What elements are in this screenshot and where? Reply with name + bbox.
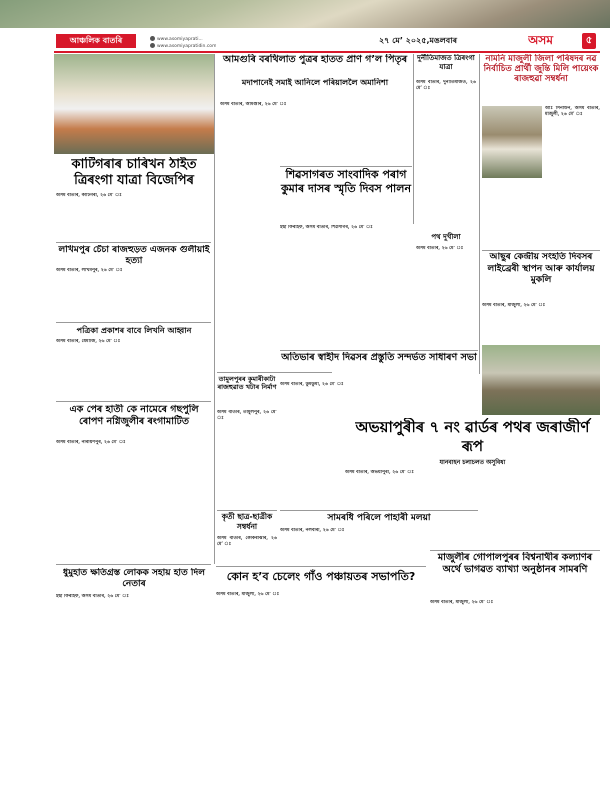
article-tamulpur-body xyxy=(217,410,277,510)
dateline-kriti: অসম বাতৰি, কোকৰাঝাৰ, ২৬ মে’ ঃ xyxy=(217,536,277,548)
page-number: ৫ xyxy=(582,33,596,49)
url-2: www.asomiyapratidin.com xyxy=(157,44,217,49)
headline-dhubri: ধুমুহাত ক্ষতিগ্ৰস্ত লোকক সহায় হাত দিল নেতাৰ xyxy=(63,568,205,589)
headline-pothdukhila: পথ দুখীলা xyxy=(431,233,461,241)
column-divider-2 xyxy=(413,54,414,224)
newspaper-logo: অসম xyxy=(528,33,553,47)
issue-date: ২৭ মে’ ২০২৫,মঙলবাৰ xyxy=(378,36,458,45)
headline-samardhi: সামৰধি পৰিলে পাহাৰী মলয়া xyxy=(327,513,431,523)
article-road-body xyxy=(345,470,600,548)
dateline-bjp: অসম বাতৰি, কাটিগৰা, ২৬ মে’ ঃ xyxy=(56,193,122,198)
website-urls xyxy=(150,36,216,50)
rule-11 xyxy=(216,566,426,567)
column-divider-3 xyxy=(479,54,480,374)
rule-7 xyxy=(280,166,412,167)
rule-2 xyxy=(56,322,211,323)
rule-1 xyxy=(56,242,211,243)
dateline-lakhimpur: অসম বাতৰি, লখিমপুৰ, ২৬ মে’ ঃ xyxy=(56,268,123,273)
rule-4 xyxy=(56,564,211,565)
article-library-body xyxy=(482,303,600,343)
globe-icon xyxy=(150,36,155,41)
article-majuli-gopal-body xyxy=(430,600,600,784)
dateline-ekpeth: অসম বাতৰি, নাৰায়ণপুৰ, ২৬ মে’ ঃ xyxy=(56,440,126,445)
dateline-journalist: ইছা ফিৰাইফ, অসম বাতৰি, শিৱসাগৰ, ২৬ মে’ ঃ xyxy=(280,225,373,230)
headline-bjp: কাটিগৰাৰ চাৰিখন ঠাইত ত্ৰিৰংগা যাত্ৰা বিজেপিৰ xyxy=(71,157,197,188)
article-patrika-body xyxy=(56,339,212,399)
dateline-tamulpur: অসম বাতৰি, তামুলপুৰ, ২৬ মে’ ঃ xyxy=(217,410,277,422)
dateline-pothdukhila: অসম বাতৰি, ২৬ মে’ ঃ xyxy=(416,246,464,251)
headline-lakhimpur: লখিমপুৰ চেঁচা ৰাজহুড়ত এজনক গুলীয়াই হত্যা xyxy=(58,245,210,266)
rule-3 xyxy=(56,401,211,402)
headline-library: আছুৰ কেন্দ্ৰীয় সংহতি দিবসৰ লাইব্ৰেৰী স্থাপন আৰু কাৰ্যালয় মুকলি xyxy=(487,252,595,285)
subhead-road: যানবাহন চলাচলত অসুবিধা xyxy=(439,459,506,466)
road-photo xyxy=(482,345,600,415)
headline-tiranga-side: দুৰ্নীতিমাজত ত্ৰিৰংগা যাত্ৰা xyxy=(417,54,475,71)
kicker-mother: আমগুৰি বৰথিলাত পুত্ৰৰ হাতত প্ৰাণ গ’ল পিতৃৰ xyxy=(222,54,408,65)
web-icon xyxy=(150,43,155,48)
article-panchayat-body xyxy=(216,592,426,784)
dateline-tiranga-side: অসম বাতৰি, দুৰ্নীতিমাজত, ২৬ মে’ ঃ xyxy=(416,80,476,92)
headline-ekpeth: এক পেৰ হাতী কে নামেৰে গছপুলি ৰোপণ নগ্নিজুলীৰ ৰংগামাটিত xyxy=(69,404,199,427)
headline-mother: মদাপানেই সমাই আনিলে পৰিয়াললৈ অমানিশা xyxy=(241,78,389,87)
article-mother-body xyxy=(220,102,410,164)
dateline-panchayat: অসম বাতৰি, মাজুলী, ২৬ মে’ ঃ xyxy=(216,592,280,597)
section-tab: আঞ্চলিক বাতৰি xyxy=(56,34,136,48)
dateline-majuli-gopal: অসম বাতৰি, মাজুলী, ২৬ মে’ ঃ xyxy=(430,600,494,605)
headline-majuli-zp-display: নামনি মাজুলী জিলা পৰিষদৰ নৱ নিৰ্বাচিত প্ৰাৰ্থী জুন্তি মিলি পায়েংক ৰাজহুৱা সম্বৰ্ধনা xyxy=(483,54,599,84)
dateline-mother: অসম বাতৰি, আমগুৰি, ২৬ মে’ ঃ xyxy=(220,102,287,107)
dateline-dhubri: ইছা ফিৰাইফ, অসম বাতৰি, ২৬ মে’ ঃ xyxy=(56,594,129,599)
article-ekpeth-body xyxy=(56,440,212,562)
dateline-library: অসম বাতৰি, মাজুলী, ২৬ মে’ ঃ xyxy=(482,303,546,308)
headline-athibhat: অতিভাৰ স্বাহীদ দিৱসৰ প্ৰস্তুতি সন্দৰ্ভত সাধাৰণ সভা xyxy=(281,352,477,363)
dateline-samardhi: অসম বাতৰি, নলবাৰী, ২৬ মে’ ঃ xyxy=(280,528,345,533)
masthead-photo-strip xyxy=(0,0,610,28)
article-tiranga-side-body xyxy=(416,80,476,230)
article-pothdukhila-body xyxy=(416,246,476,351)
article-kriti-body xyxy=(217,536,277,564)
headline-patrika: পত্ৰিকা প্ৰকাশৰ বাবে লিখনি আহ্বান xyxy=(76,326,192,335)
headline-tamulpur: তামুলপুৰৰ কুমাৰীকাটা ৰাজহুৱাত খটাৰ নিৰ্মাণ xyxy=(217,375,277,391)
dateline-majuli-zp: আঃ সিনাউন, অসম বাতৰি, মাজুলী, ২৬ মে’ ঃ xyxy=(545,106,600,118)
dateline-road: অসম বাতৰি, অভয়াপুৰী, ২৬ মে’ ঃ xyxy=(345,470,414,475)
headline-kriti: কৃতী ছাত্ৰ-ছাত্ৰীক সম্বৰ্ধনা xyxy=(221,512,273,531)
column-divider-1 xyxy=(214,54,215,564)
dateline-athibhat: অসম বাতৰি, ডুমডুমা, ২৬ মে’ ঃ xyxy=(280,382,344,387)
rule-10 xyxy=(482,250,600,251)
article-majuli-zp-body xyxy=(545,106,600,246)
rule-6 xyxy=(217,510,277,511)
rule-12 xyxy=(430,550,600,551)
header-rule xyxy=(54,51,600,53)
rally-photo xyxy=(54,54,214,154)
headline-road: অভয়াপুৰীৰ ৭ নং ৱাৰ্ডৰ পথৰ জৰাজীৰ্ণ ৰূপ xyxy=(355,418,590,455)
article-majuli-zp-body-2 xyxy=(482,180,542,248)
majuli-zp-photo xyxy=(482,106,542,178)
article-bjp-body xyxy=(56,193,212,241)
dateline-patrika: অসম বাতৰি, ধেমাজি, ২৬ মে’ ঃ xyxy=(56,339,121,344)
headline-panchayat: কোন হ’ব চেলেং গাঁও পঞ্চায়তৰ সভাপতি? xyxy=(226,570,416,583)
headline-journalist: শিৱসাগৰত সাংবাদিক পৰাগ কুমাৰ দাসৰ স্মৃতি দিবস পালন xyxy=(280,168,412,195)
headline-majuli-gopal: মাজুলীৰ গোপালপুৰৰ বিশ্বনাথীৰ কল্যাণৰ অৰ্থে ভাগৱত ব্যাখ্যা অনুষ্ঠানৰ সামৰণি xyxy=(437,552,593,575)
rule-8 xyxy=(280,350,478,351)
article-lakhimpur-body xyxy=(56,268,212,320)
url-1: www.asomiyaprati... xyxy=(157,37,203,42)
